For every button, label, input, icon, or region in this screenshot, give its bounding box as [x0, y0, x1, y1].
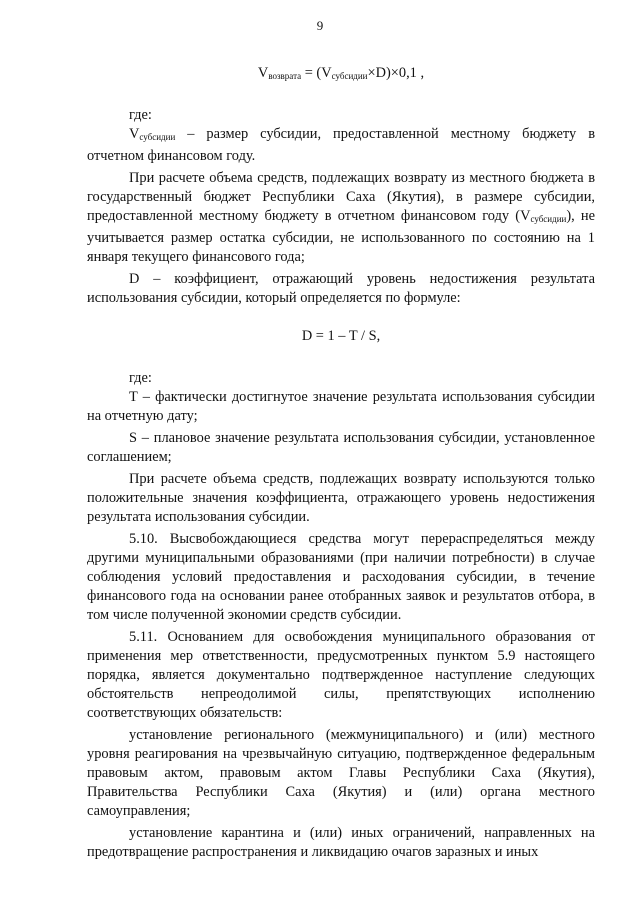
- calc1-text-before: При расчете объема средств, подлежащих возврату из местного бюджета в государственный бюджет Республики Саха (Якутия), в размере субсидии, предоставленной местному бюджету в отчетном финансовом году (V: [87, 170, 595, 224]
- formula-d-coefficient: D = 1 – T / S,: [301, 328, 381, 344]
- list-item-quarantine: установление карантина и (или) иных ограничений, направленных на предотвращение распространения и ликвидацию очагов заразных и иных: [87, 825, 595, 860]
- formula-refund-volume: [87, 64, 595, 86]
- clause-5-10: 5.10. Высвобождающиеся средства могут перераспределяться между другими муниципальными образованиями (при наличии потребности) в случае соблюдения условий предоставления и расходования субсидии, в течение финансового года на основании ранее отобранных заявок и результатов отбора, в том числе полученной экономии средств субсидии.: [87, 531, 595, 623]
- formula-subsidy-subscript: субсидии: [331, 71, 368, 81]
- definition-d-coefficient: D – коэффициент, отражающий уровень недостижения результата использования субсидии, который определяется по формуле:: [87, 271, 595, 306]
- def-v-symbol: V: [129, 126, 140, 142]
- calc1-subscript: субсидии: [530, 214, 567, 224]
- clause-5-11: 5.11. Основанием для освобождения муниципального образования от применения мер ответственности, предусмотренных пунктом 5.9 настоящего порядка, является документально подтвержденное наступление следующих обстоятельств непреодолимой силы, препятствующих исполнению соответствующих обязательств:: [87, 629, 595, 721]
- formula-middle: = (V: [301, 65, 332, 81]
- formula-tail: ×D)×0,1 ,: [367, 65, 425, 81]
- definition-s: S – плановое значение результата использования субсидии, установленное соглашением;: [87, 430, 595, 465]
- paragraph-calculation-2: При расчете объема средств, подлежащих возврату используются только положительные значения коэффициента, отражающего уровень недостижения результата использования субсидии.: [87, 471, 595, 525]
- formula-v-symbol: V: [257, 65, 269, 81]
- definition-t: T – фактически достигнутое значение результата использования субсидии на отчетную дату;: [87, 389, 595, 424]
- def-v-text: – размер субсидии, предоставленной местному бюджету в отчетном финансовом году.: [87, 126, 595, 164]
- where-label: где:: [129, 107, 152, 123]
- where-label: где:: [129, 370, 152, 386]
- document-body: [87, 58, 595, 865]
- list-item-emergency: установление регионального (межмуниципального) и (или) местного уровня реагирования на чрезвычайную ситуацию, подтвержденное федеральным правовым актом, правовым актом Главы Республики Саха (Якутия), Правительства Республики Саха (Якутия) и (или) органа местного самоуправления;: [87, 727, 595, 819]
- paragraph-calculation-1: [87, 169, 595, 267]
- calc1-text-after: ), не учитывается размер остатка субсидии, не использованного по состоянию на 1 января текущего финансового года;: [87, 208, 595, 265]
- page-number: 9: [316, 18, 324, 33]
- formula-v-subscript: возврата: [268, 71, 302, 81]
- definition-v-subsidy: [87, 125, 595, 166]
- def-v-subscript: субсидии: [139, 132, 176, 142]
